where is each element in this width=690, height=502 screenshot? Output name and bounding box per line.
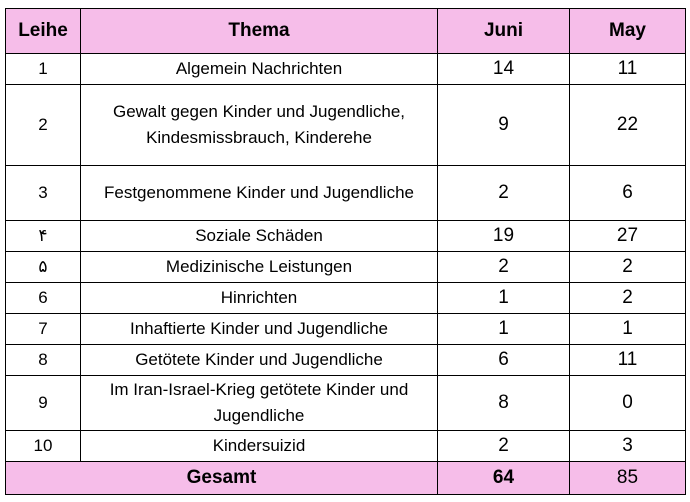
table-row bbox=[6, 85, 686, 166]
row-topic: Hinrichten bbox=[81, 283, 438, 314]
row-topic: Im Iran-Israel-Krieg getötete Kinder und Jugendliche bbox=[81, 376, 438, 431]
row-may: 22 bbox=[570, 85, 686, 166]
statistics-table bbox=[5, 8, 686, 495]
row-rank: 8 bbox=[6, 345, 81, 376]
row-june: 2 bbox=[438, 166, 570, 221]
table-row bbox=[6, 314, 686, 345]
row-topic: Festgenommene Kinder und Jugendliche bbox=[81, 166, 438, 221]
row-topic: Inhaftierte Kinder und Jugendliche bbox=[81, 314, 438, 345]
table-row bbox=[6, 221, 686, 252]
row-topic: Gewalt gegen Kinder und Jugendliche, Kindesmissbrauch, Kinderehe bbox=[81, 85, 438, 166]
total-may: 85 bbox=[570, 462, 686, 495]
row-may: 3 bbox=[570, 431, 686, 462]
row-june: 1 bbox=[438, 283, 570, 314]
header-june: Juni bbox=[438, 9, 570, 54]
header-may: May bbox=[570, 9, 686, 54]
row-topic: Getötete Kinder und Jugendliche bbox=[81, 345, 438, 376]
header-rank: Leihe bbox=[6, 9, 81, 54]
row-topic: Algemein Nachrichten bbox=[81, 54, 438, 85]
total-june: 64 bbox=[438, 462, 570, 495]
row-rank: 2 bbox=[6, 85, 81, 166]
row-may: 11 bbox=[570, 54, 686, 85]
row-june: 9 bbox=[438, 85, 570, 166]
row-may: 0 bbox=[570, 376, 686, 431]
table-row bbox=[6, 345, 686, 376]
table-row bbox=[6, 166, 686, 221]
row-june: 6 bbox=[438, 345, 570, 376]
total-row bbox=[6, 462, 686, 495]
row-june: 14 bbox=[438, 54, 570, 85]
row-june: 8 bbox=[438, 376, 570, 431]
row-rank: ۴ bbox=[6, 221, 81, 252]
header-topic: Thema bbox=[81, 9, 438, 54]
row-june: 2 bbox=[438, 431, 570, 462]
row-june: 2 bbox=[438, 252, 570, 283]
row-may: 11 bbox=[570, 345, 686, 376]
total-label: Gesamt bbox=[6, 462, 438, 495]
table-row bbox=[6, 252, 686, 283]
header-row bbox=[6, 9, 686, 54]
table-row bbox=[6, 431, 686, 462]
row-may: 1 bbox=[570, 314, 686, 345]
row-rank: 3 bbox=[6, 166, 81, 221]
row-rank: ۵ bbox=[6, 252, 81, 283]
table-row bbox=[6, 283, 686, 314]
row-topic: Kindersuizid bbox=[81, 431, 438, 462]
row-rank: 6 bbox=[6, 283, 81, 314]
row-june: 1 bbox=[438, 314, 570, 345]
row-rank: 9 bbox=[6, 376, 81, 431]
row-topic: Medizinische Leistungen bbox=[81, 252, 438, 283]
table-row bbox=[6, 54, 686, 85]
row-may: 6 bbox=[570, 166, 686, 221]
row-rank: 7 bbox=[6, 314, 81, 345]
row-may: 27 bbox=[570, 221, 686, 252]
table-row bbox=[6, 376, 686, 431]
row-june: 19 bbox=[438, 221, 570, 252]
row-may: 2 bbox=[570, 252, 686, 283]
row-may: 2 bbox=[570, 283, 686, 314]
row-rank: 1 bbox=[6, 54, 81, 85]
row-topic: Soziale Schäden bbox=[81, 221, 438, 252]
row-rank: 10 bbox=[6, 431, 81, 462]
